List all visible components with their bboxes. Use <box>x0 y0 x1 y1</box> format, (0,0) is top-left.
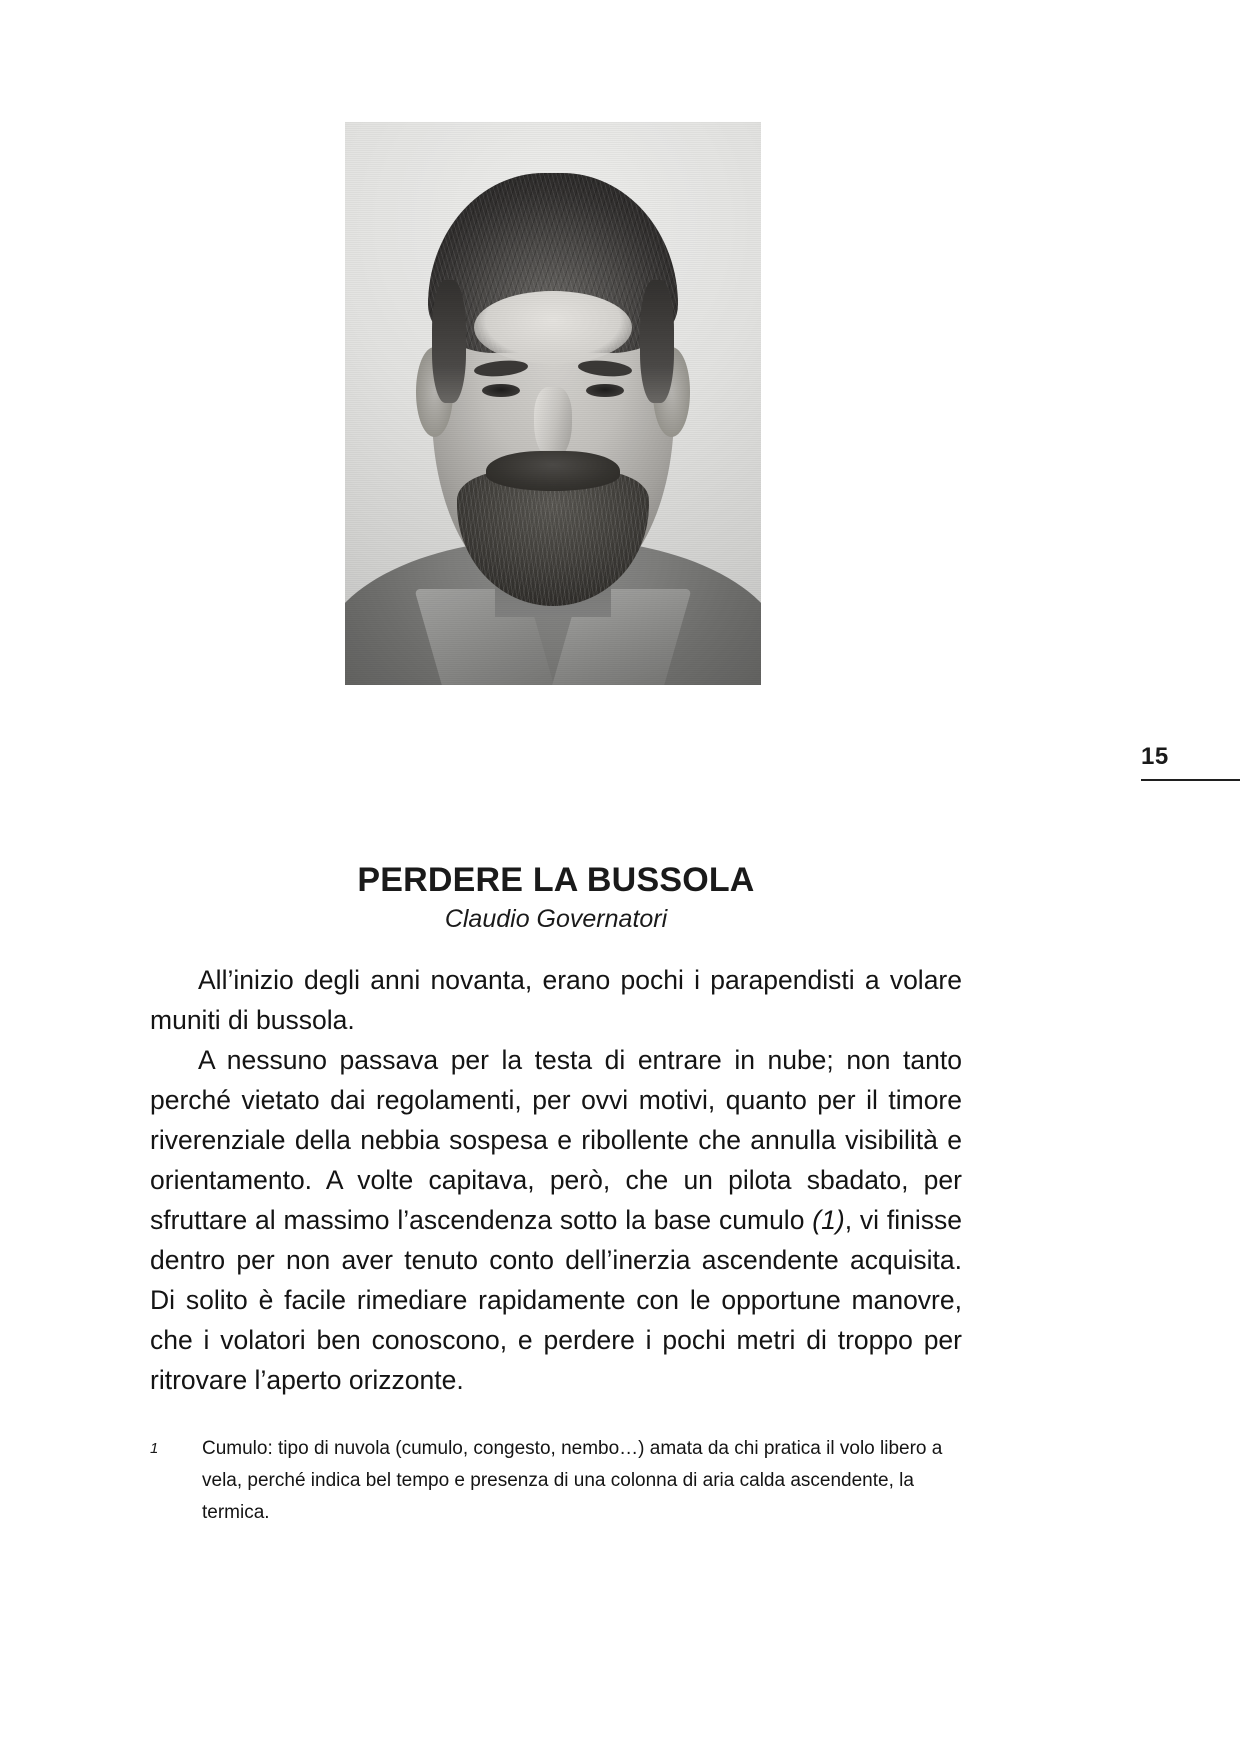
portrait-photo <box>345 122 761 685</box>
photo-canvas <box>345 122 761 685</box>
body-text <box>150 960 962 1400</box>
nose-shape <box>534 387 571 460</box>
page-title: PERDERE LA BUSSOLA <box>357 861 755 899</box>
forehead-highlight <box>474 291 632 364</box>
eye-left <box>482 384 519 398</box>
sideburn-left <box>432 280 465 404</box>
chapter-author: Claudio Governatori <box>444 905 668 934</box>
paragraph-1: All’inizio degli anni novanta, erano pochi i parapendisti a volare muniti di bussola. <box>150 964 962 1035</box>
page-number: 15 <box>1141 743 1169 770</box>
paragraph-2 <box>150 1040 962 1400</box>
folio-rule <box>1141 779 1240 781</box>
folio <box>1100 745 1240 781</box>
footnote <box>150 1433 980 1529</box>
paragraph-2-part-1: A nessuno passava per la testa di entrare in nube; non tanto perché vietato dai regolamenti, per ovvi motivi, quanto per il timore riverenziale della nebbia sospesa e ribollente che annulla visibilità e orientamento. A volte capitava, però, che un pilota sbadato, per sfruttare al massimo l’ascendenza sotto la base cumulo <box>150 1044 962 1235</box>
moustache-shape <box>486 451 619 490</box>
paragraph-2-part-2: , vi finisse dentro per non aver tenuto conto dell’inerzia ascendente acquisita. Di solito è facile rimediare rapidamente con le opportune manovre, che i volatori ben conoscono, e perdere i pochi metri di troppo per ritrovare l’aperto orizzonte. <box>150 1204 962 1395</box>
footnote-reference[interactable]: (1) <box>812 1204 845 1235</box>
footnote-marker: 1 <box>150 1440 159 1457</box>
eye-right <box>586 384 623 398</box>
chapter-content <box>150 862 962 1400</box>
sideburn-right <box>640 280 673 404</box>
footnote-text: Cumulo: tipo di nuvola (cumulo, congesto, nembo…) amata da chi pratica il volo libero a vela, perché indica bel tempo e presenza di una colonna di aria calda ascendente, la termica. <box>202 1438 943 1523</box>
